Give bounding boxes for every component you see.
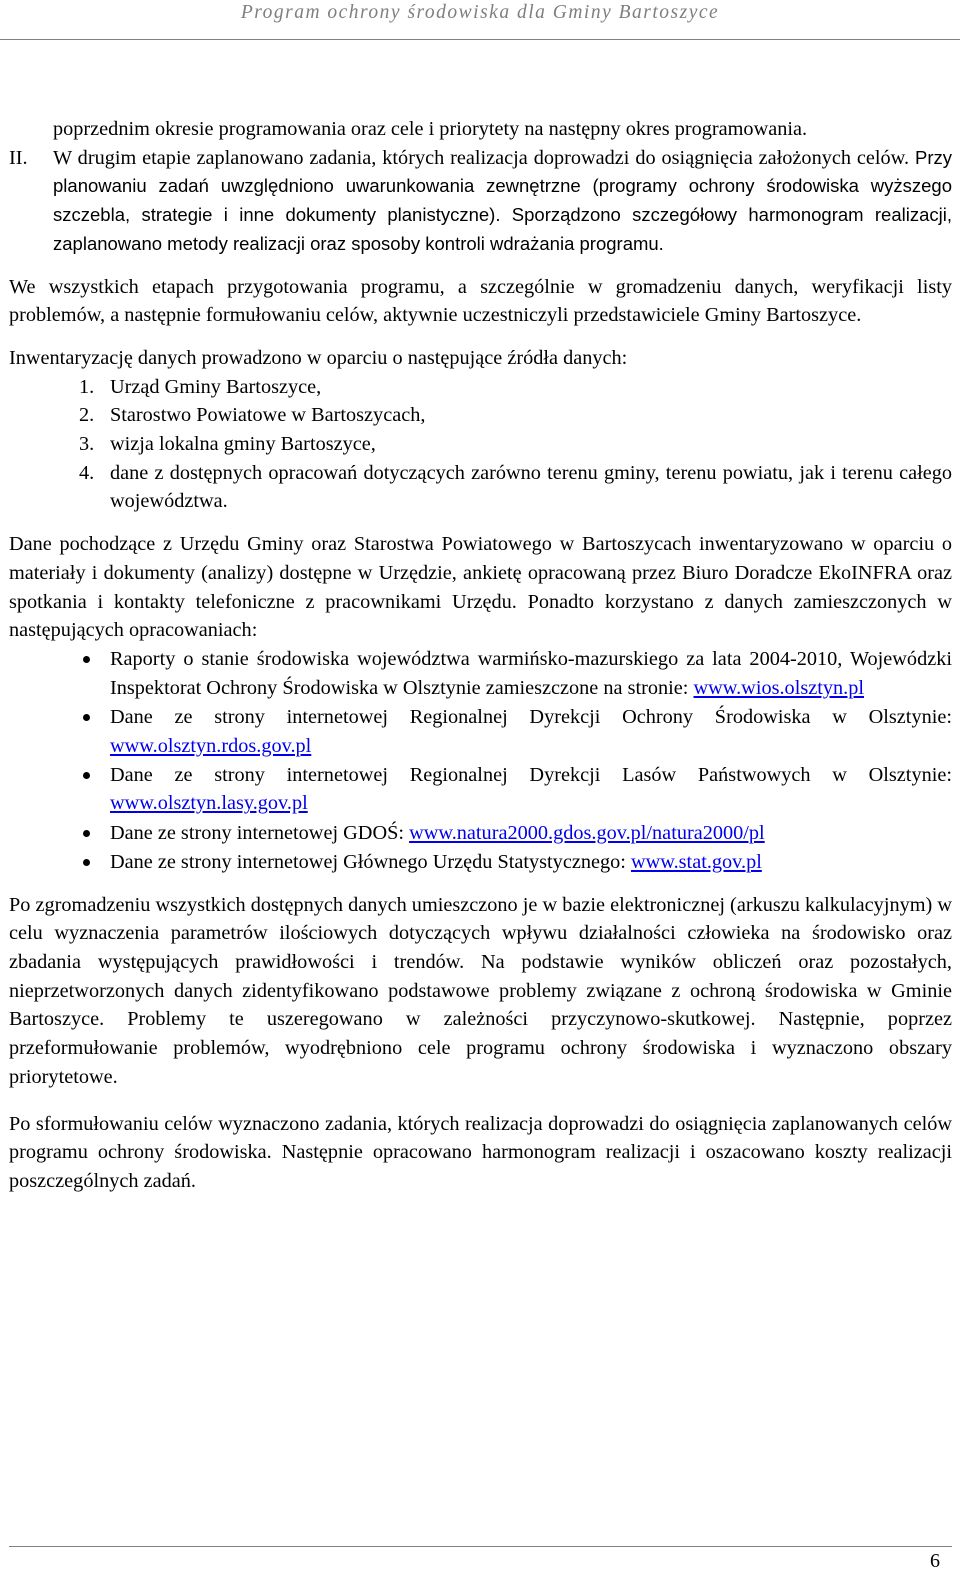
paragraph-stages: We wszystkich etapach przygotowania programu, a szczególnie w gromadzeniu danych, weryfikacji listy problemów, a następnie formułowaniu celów, aktywnie uczestniczyli przedstawiciele Gminy Bartoszyce. — [9, 275, 952, 327]
sources-list — [9, 645, 952, 877]
source-link[interactable]: www.wios.olsztyn.pl — [693, 676, 864, 699]
stage-text-sans: Przy planowaniu zadań uwzględniono uwarunkowania zewnętrzne (programy ochrony środowiska wyższego szczebla, strategie i inne dokumenty planistyczne). Sporządzono szczegółowy harmonogram realizacji, zaplanowano metody realizacji oraz sposoby kontroli wdrażania programu. — [53, 146, 952, 254]
stage-item-ii — [9, 144, 952, 259]
list-number: 3. — [79, 433, 95, 456]
stage-continuation: poprzednim okresie programowania oraz cele i priorytety na następny okres programowania. — [53, 118, 808, 140]
footer-divider — [9, 1546, 952, 1547]
paragraph-analysis: Po zgromadzeniu wszystkich dostępnych danych umieszczono je w bazie elektronicznej (arkuszu kalkulacyjnym) w celu wyznaczenia parametrów ilościowych dotyczących wpływu działalności człowieka na środowisko oraz zbadania występujących prawidłowości i trendów. Na podstawie wyników obliczeń oraz pozostałych, nieprzetworzonych danych zidentyfikowano podstawowe problemy związane z ochroną środowiska w Gminie Bartoszyce. Problemy te uszeregowano w zależności przyczynowo-skutkowej. Następnie, poprzez przeformułowanie problemów, wyodrębniono cele programu ochrony środowiska i wyznaczono obszary priorytetowe. — [9, 893, 952, 1088]
bullet-icon — [83, 772, 90, 779]
list-item: Dane ze strony internetowej Regionalnej Dyrekcji Ochrony Środowiska w Olsztynie: www.olsztyn.rdos.gov.pl — [9, 703, 952, 760]
inventory-intro: Inwentaryzację danych prowadzono w oparciu o następujące źródła danych: — [9, 346, 628, 369]
list-item: Dane ze strony internetowej GDOŚ: www.natura2000.gdos.gov.pl/natura2000/pl — [9, 819, 952, 848]
paragraph-sources: Dane pochodzące z Urzędu Gminy oraz Starostwa Powiatowego w Bartoszycach inwentaryzowano w oparciu o materiały i dokumenty (analizy) dostępne w Urzędzie, ankietę opracowaną przez Biuro Doradcze EkoINFRA oraz spotkania i kontakty telefoniczne z pracownikami Urzędu. Ponadto korzystano z danych zamieszczonych w następujących opracowaniach: — [9, 533, 952, 642]
list-item: 2. Starostwo Powiatowe w Bartoszycach, — [9, 401, 952, 430]
source-link[interactable]: www.natura2000.gdos.gov.pl/natura2000/pl — [409, 821, 765, 844]
list-number: 1. — [79, 375, 95, 398]
list-item: Raporty o stanie środowiska województwa warmińsko-mazurskiego za lata 2004-2010, Wojewódzki Inspektorat Ochrony Środowiska w Olsztynie zamieszczone na stronie: www.wios.olsztyn.pl — [9, 645, 952, 702]
inventory-list — [9, 373, 952, 517]
header-title: Program ochrony środowiska dla Gminy Bartoszyce — [240, 2, 720, 23]
list-item: 3. wizja lokalna gminy Bartoszyce, — [9, 430, 952, 459]
stage-number: II. — [9, 146, 28, 169]
page-header — [0, 0, 960, 40]
list-item: 1. Urząd Gminy Bartoszyce, — [9, 373, 952, 402]
source-link[interactable]: www.stat.gov.pl — [630, 850, 762, 873]
source-link[interactable]: www.olsztyn.lasy.gov.pl — [110, 792, 308, 815]
bullet-icon — [83, 656, 90, 663]
stage-text-serif: W drugim etapie zaplanowano zadania, których realizacja doprowadzi do osiągnięcia założonych celów. — [53, 146, 910, 169]
document-body — [9, 115, 952, 1196]
page-number: 6 — [930, 1550, 940, 1572]
list-item: Dane ze strony internetowej Głównego Urzędu Statystycznego: www.stat.gov.pl — [9, 848, 952, 877]
paragraph-tasks: Po sformułowaniu celów wyznaczono zadania, których realizacja doprowadzi do osiągnięcia zaplanowanych celów programu ochrony środowiska. Następnie opracowano harmonogram realizacji i oszacowano koszty realizacji poszczególnych zadań. — [9, 1112, 952, 1192]
bullet-icon — [83, 859, 90, 866]
bullet-icon — [83, 830, 90, 837]
list-item: 4. dane z dostępnych opracowań dotyczących zarówno terenu gminy, terenu powiatu, jak i terenu całego województwa. — [9, 459, 952, 516]
list-number: 2. — [79, 404, 95, 427]
list-number: 4. — [79, 461, 95, 484]
stages-list — [9, 115, 952, 259]
list-item: Dane ze strony internetowej Regionalnej Dyrekcji Lasów Państwowych w Olsztynie: www.olsztyn.lasy.gov.pl — [9, 761, 952, 818]
bullet-icon — [83, 714, 90, 721]
source-link[interactable]: www.olsztyn.rdos.gov.pl — [110, 734, 312, 757]
